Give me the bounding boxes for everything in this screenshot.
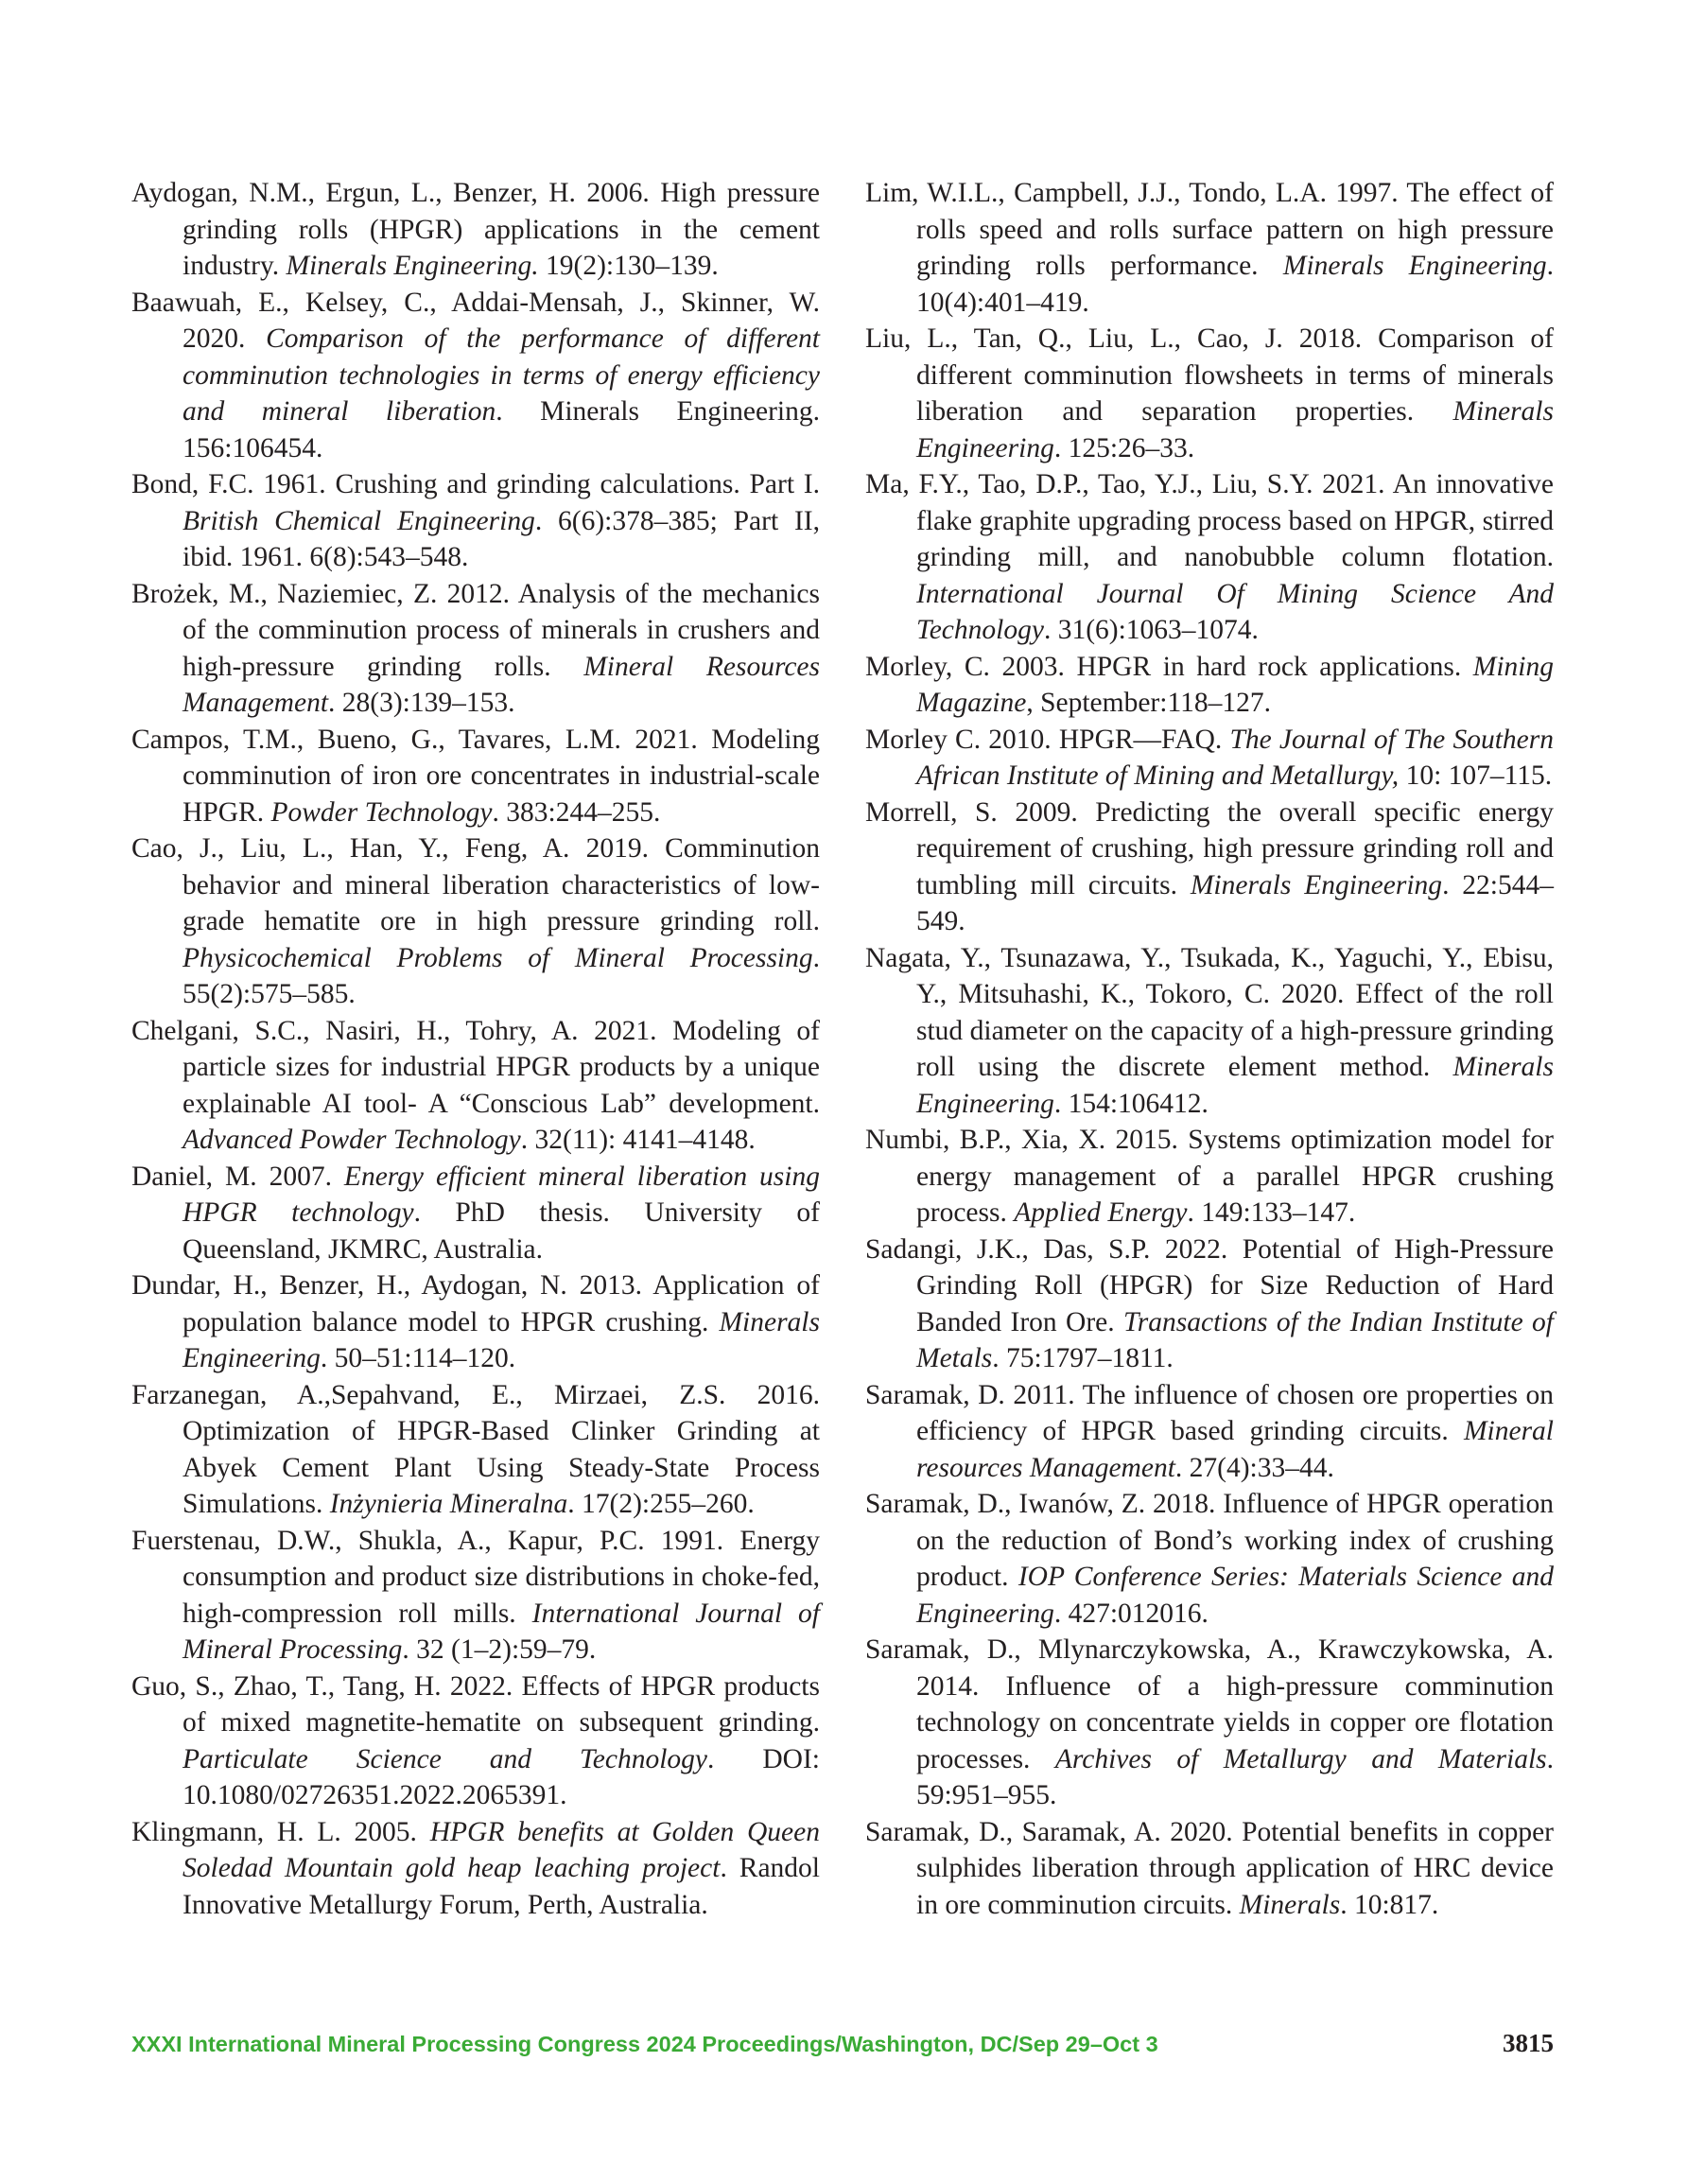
- reference-details: . DOI: 10.1080/02726351.2022.2065391.: [183, 1743, 820, 1810]
- reference-details: . 10:817.: [1340, 1889, 1439, 1920]
- reference-source-italic: Powder Technology: [270, 796, 493, 828]
- reference-entry: [865, 795, 1554, 940]
- reference-source-italic: Physicochemical Problems of Mineral Processing: [183, 942, 813, 973]
- reference-details: . PhD thesis. University of Queensland, JKMRC, Australia.: [183, 1197, 820, 1265]
- reference-entry: [131, 1159, 820, 1268]
- reference-source-italic: International Journal of Mineral Processing: [183, 1598, 820, 1665]
- reference-text: Klingmann, H. L. 2005.: [131, 1816, 430, 1847]
- reference-text: Bond, F.C. 1961. Crushing and grinding calculations. Part I.: [131, 469, 820, 499]
- reference-text: Sadangi, J.K., Das, S.P. 2022. Potential of High-Pressure Grinding Roll (HPGR) for Size Reduction of Hard Banded Iron Ore.: [865, 1233, 1554, 1337]
- reference-source-italic: International Journal Of Mining Science And Technology: [916, 578, 1554, 645]
- reference-entry: [131, 466, 820, 576]
- reference-source-italic: Transactions of the Indian Institute of Metals: [916, 1306, 1554, 1373]
- reference-source-italic: HPGR benefits at Golden Queen Soledad Mountain gold heap leaching project: [183, 1816, 820, 1883]
- reference-entry: [865, 1122, 1554, 1232]
- reference-source-italic: Minerals: [1239, 1889, 1341, 1920]
- reference-source-italic: Minerals Engineering: [916, 396, 1554, 463]
- reference-text: Aydogan, N.M., Ergun, L., Benzer, H. 2006. High pressure grinding rolls (HPGR) applications in the cement industry.: [131, 178, 820, 281]
- reference-details: . 17(2):255–260.: [567, 1489, 755, 1519]
- reference-entry: [131, 1267, 820, 1377]
- reference-entry: [865, 175, 1554, 321]
- reference-text: Saramak, D., Iwanów, Z. 2018. Influence of HPGR operation on the reduction of Bond’s working index of crushing product.: [865, 1489, 1554, 1592]
- reference-source-italic: Minerals Engineering: [183, 1306, 820, 1373]
- reference-entry: [131, 1669, 820, 1814]
- reference-text: Saramak, D., Mlynarczykowska, A., Krawczykowska, A. 2014. Influence of a high-pressure comminution technology on concentrate yields in copper ore flotation processes.: [865, 1634, 1554, 1774]
- reference-details: . 383:244–255.: [492, 796, 661, 828]
- reference-entry: [865, 1232, 1554, 1377]
- reference-source-italic: Minerals Engineering: [1190, 869, 1443, 900]
- reference-details: . 125:26–33.: [1053, 432, 1195, 463]
- reference-source-italic: IOP Conference Series: Materials Science and Engineering: [916, 1562, 1554, 1629]
- reference-source-italic: British Chemical Engineering: [183, 505, 535, 536]
- reference-details: . Minerals Engineering. 156:106454.: [183, 396, 820, 463]
- reference-entry: [131, 576, 820, 722]
- reference-entry: [131, 1523, 820, 1669]
- reference-entry: [865, 1486, 1554, 1632]
- reference-details: . 6(6):378–385; Part II, ibid. 1961. 6(8):543–548.: [183, 505, 820, 572]
- reference-entry: [865, 649, 1554, 722]
- reference-source-italic: The Journal of The Southern African Institute of Mining and Metallurgy,: [916, 724, 1554, 791]
- reference-details: . Randol Innovative Metallurgy Forum, Perth, Australia.: [183, 1853, 820, 1920]
- reference-details: 10: 107–115.: [1399, 760, 1553, 791]
- reference-source-italic: Energy efficient mineral liberation using HPGR technology: [183, 1161, 820, 1228]
- reference-details: . 32(11): 4141–4148.: [520, 1125, 756, 1155]
- reference-entry: [865, 321, 1554, 466]
- reference-details: . 31(6):1063–1074.: [1043, 615, 1259, 645]
- references-column-left: [131, 175, 820, 1923]
- reference-source-italic: Particulate Science and Technology: [183, 1743, 707, 1774]
- reference-source-italic: Minerals Engineering: [1282, 251, 1547, 281]
- reference-source-italic: Mineral Resources Management: [183, 651, 821, 718]
- reference-source-italic: Comparison of the performance of different comminution technologies in terms of energy efficiency and mineral liberation: [183, 323, 820, 427]
- reference-text: Chelgani, S.C., Nasiri, H., Tohry, A. 2021. Modeling of particle sizes for industrial HPGR products by a unique explainable AI tool- A “Conscious Lab” development.: [131, 1015, 820, 1119]
- reference-details: . 22:544–549.: [916, 869, 1554, 936]
- reference-entry: [865, 940, 1554, 1123]
- reference-text: Fuerstenau, D.W., Shukla, A., Kapur, P.C. 1991. Energy consumption and product size distributions in choke-fed, high-compression roll mills.: [131, 1525, 820, 1629]
- conference-running-title: XXXI International Mineral Processing Congress 2024 Proceedings/Washington, DC/Sep 29–Oct 3: [131, 2032, 1158, 2056]
- reference-text: Daniel, M. 2007.: [131, 1161, 344, 1192]
- page-footer: [131, 2029, 1554, 2058]
- reference-entry: [865, 1632, 1554, 1814]
- page-number: 3815: [1503, 2029, 1554, 2057]
- reference-entry: [131, 1814, 820, 1924]
- reference-details: . 75:1797–1811.: [992, 1343, 1174, 1373]
- reference-details: . 55(2):575–585.: [183, 942, 820, 1009]
- reference-text: Lim, W.I.L., Campbell, J.J., Tondo, L.A. 1997. The effect of rolls speed and rolls surface pattern on high pressure grinding rolls performance.: [865, 178, 1554, 281]
- reference-source-italic: Minerals Engineering.: [286, 251, 539, 281]
- reference-text: Nagata, Y., Tsunazawa, Y., Tsukada, K., Yaguchi, Y., Ebisu, Y., Mitsuhashi, K., Tokoro, C. 2020. Effect of the roll stud diameter on the capacity of a high-pressure grinding roll using the discrete element method.: [865, 942, 1554, 1082]
- reference-entry: [131, 1377, 820, 1523]
- reference-entry: [131, 1013, 820, 1159]
- reference-entry: [865, 1377, 1554, 1487]
- reference-text: Campos, T.M., Bueno, G., Tavares, L.M. 2021. Modeling comminution of iron ore concentrates in industrial-scale HPGR.: [131, 724, 820, 828]
- reference-text: Dundar, H., Benzer, H., Aydogan, N. 2013. Application of population balance model to HPGR crushing.: [131, 1270, 820, 1337]
- reference-details: . 149:133–147.: [1187, 1197, 1356, 1228]
- reference-text: Cao, J., Liu, L., Han, Y., Feng, A. 2019. Comminution behavior and mineral liberation characteristics of low-grade hematite ore in high pressure grinding roll.: [131, 833, 820, 936]
- reference-entry: [865, 722, 1554, 795]
- reference-source-italic: Applied Energy: [1014, 1197, 1188, 1228]
- reference-text: Numbi, B.P., Xia, X. 2015. Systems optimization model for energy management of a parallel HPGR crushing process.: [865, 1125, 1554, 1228]
- reference-text: Morley C. 2010. HPGR—FAQ.: [865, 724, 1230, 755]
- reference-source-italic: Minerals Engineering: [916, 1052, 1554, 1119]
- reference-entry: [865, 1814, 1554, 1924]
- reference-text: Morley, C. 2003. HPGR in hard rock applications.: [865, 651, 1473, 682]
- reference-text: Morrell, S. 2009. Predicting the overall specific energy requirement of crushing, high pressure grinding roll and tumbling mill circuits.: [865, 796, 1554, 900]
- reference-text: Saramak, D., Saramak, A. 2020. Potential benefits in copper sulphides liberation through application of HRC device in ore comminution circuits.: [865, 1816, 1554, 1920]
- reference-details: . 10(4):401–419.: [916, 251, 1554, 318]
- reference-details: 19(2):130–139.: [538, 251, 719, 281]
- reference-entry: [131, 175, 820, 285]
- reference-text: Liu, L., Tan, Q., Liu, L., Cao, J. 2018. Comparison of different comminution flowsheets in terms of minerals liberation and separation properties.: [865, 323, 1554, 427]
- reference-entry: [865, 466, 1554, 649]
- reference-source-italic: Mining Magazine: [916, 651, 1554, 718]
- reference-entry: [131, 830, 820, 1013]
- reference-details: . 427:012016.: [1053, 1598, 1209, 1629]
- reference-text: Farzanegan, A.,Sepahvand, E., Mirzaei, Z.S. 2016. Optimization of HPGR-Based Clinker Grinding at Abyek Cement Plant Using Steady-State Process Simulations.: [131, 1379, 820, 1519]
- reference-source-italic: Mineral resources Management: [916, 1416, 1554, 1483]
- reference-text: Ma, F.Y., Tao, D.P., Tao, Y.J., Liu, S.Y. 2021. An innovative flake graphite upgrading process based on HPGR, stirred grinding mill, and nanobubble column flotation.: [865, 469, 1554, 572]
- reference-text: Guo, S., Zhao, T., Tang, H. 2022. Effects of HPGR products of mixed magnetite-hematite on subsequent grinding.: [131, 1670, 820, 1738]
- reference-details: . 50–51:114–120.: [320, 1343, 516, 1373]
- reference-details: . 27(4):33–44.: [1174, 1452, 1334, 1483]
- reference-source-italic: Archives of Metallurgy and Materials: [1054, 1743, 1547, 1774]
- reference-source-italic: Advanced Powder Technology: [183, 1125, 521, 1155]
- reference-entry: [131, 285, 820, 467]
- reference-details: . 32 (1–2):59–79.: [402, 1634, 597, 1665]
- reference-text: Saramak, D. 2011. The influence of chosen ore properties on efficiency of HPGR based grinding circuits.: [865, 1379, 1554, 1446]
- reference-entry: [131, 722, 820, 831]
- reference-text: Baawuah, E., Kelsey, C., Addai-Mensah, J., Skinner, W. 2020.: [131, 287, 820, 354]
- reference-source-italic: Inżynieria Mineralna: [329, 1489, 568, 1519]
- reference-details: , September:118–127.: [1026, 688, 1271, 718]
- references-column-right: [865, 175, 1554, 1923]
- reference-details: . 28(3):139–153.: [328, 688, 515, 718]
- reference-details: . 154:106412.: [1053, 1088, 1209, 1119]
- reference-details: . 59:951–955.: [916, 1743, 1554, 1810]
- reference-text: Brożek, M., Naziemiec, Z. 2012. Analysis of the mechanics of the comminution process of minerals in crushers and high-pressure grinding rolls.: [131, 578, 820, 682]
